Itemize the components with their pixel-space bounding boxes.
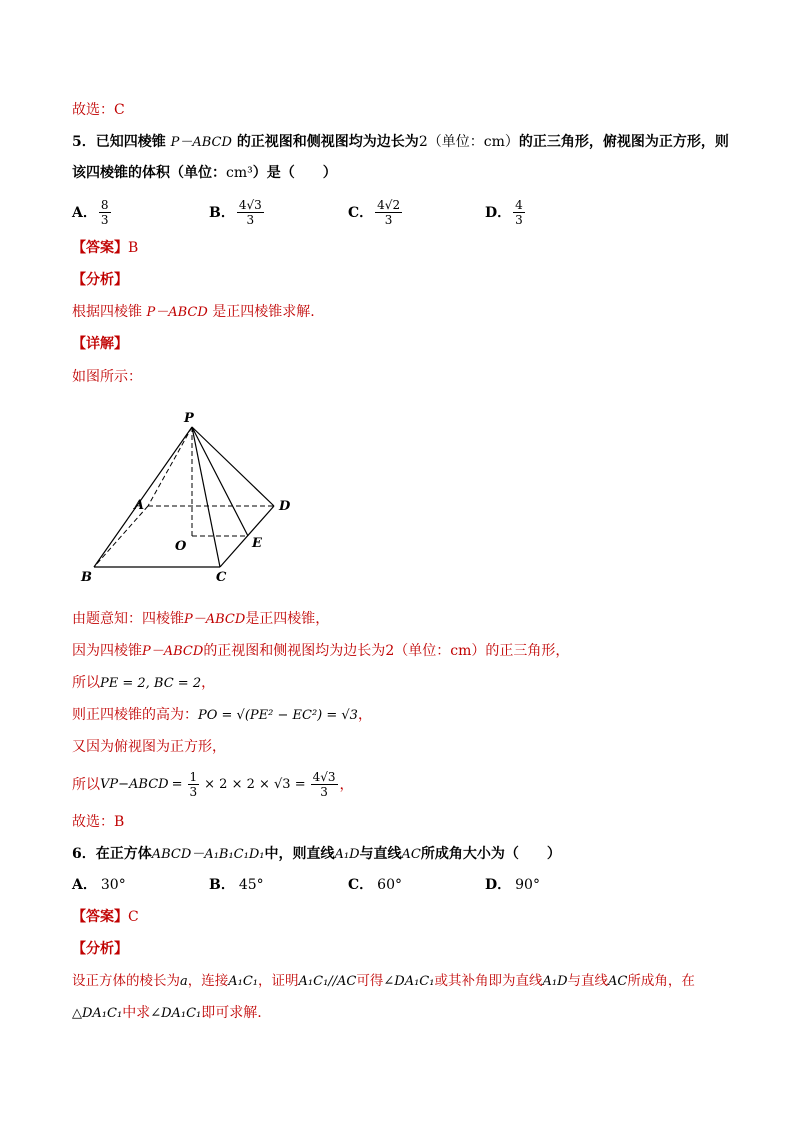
q6-analysis-line2: △DA₁C₁中求∠DA₁C₁即可求解. [72, 1005, 262, 1021]
edge-AB [94, 506, 148, 567]
edge-PD [192, 427, 274, 506]
pyramid-figure [72, 405, 312, 585]
q5-option-d: D． $\frac{4}{3}$ [485, 198, 523, 227]
q5-answer: 【答案】B [72, 240, 139, 256]
label-C: C [216, 570, 227, 585]
q6-option-a: A． 30° [72, 877, 126, 893]
q6-stem: 6．在正方体ABCD－A₁B₁C₁D₁中，则直线A₁D与直线AC所成角大小为（ ） [72, 846, 561, 862]
q5-option-c: C． $\frac{4√2}{3}$ [348, 198, 401, 227]
q6-option-c: C． 60° [348, 877, 402, 893]
q6-option-d: D． 90° [485, 877, 540, 893]
q5-solution-line5: 又因为俯视图为正方形， [72, 739, 226, 755]
q5-stem-line1: 5．已知四棱锥 P－ABCD 的正视图和侧视图均为边长为2（单位：cm）的正三角形，俯视图为正方形，则 [72, 134, 729, 150]
q5-solution-line4: 则正四棱锥的高为：PO = √(PE² − EC²) = √3， [72, 707, 372, 723]
q6-answer: 【答案】C [72, 909, 139, 925]
label-O: O [175, 539, 187, 554]
edge-PE [192, 427, 248, 536]
q5-solution-line2: 因为四棱锥P－ABCD的正视图和侧视图均为边长为2（单位：cm）的正三角形， [72, 643, 570, 659]
edge-PC [192, 427, 220, 567]
edge-PA [148, 427, 192, 506]
q5-analysis-tag: 【分析】 [72, 272, 128, 288]
label-A: A [134, 498, 145, 513]
q4-final-answer: 故选：C [72, 102, 125, 118]
q5-option-a: A． $\frac{8}{3}$ [72, 198, 109, 227]
q5-stem-line2: 该四棱锥的体积（单位：cm³）是（ ） [72, 165, 337, 181]
q6-option-b: B． 45° [209, 877, 264, 893]
label-E: E [252, 536, 262, 551]
q6-analysis-tag: 【分析】 [72, 941, 128, 957]
q5-solution-line1: 由题意知：四棱锥P－ABCD是正四棱锥， [72, 611, 330, 627]
q5-figure-intro: 如图所示： [72, 369, 142, 385]
q5-analysis-text: 根据四棱锥 P－ABCD 是正四棱锥求解. [72, 304, 315, 320]
q5-option-b: B． $\frac{4√3}{3}$ [209, 198, 262, 227]
q6-analysis-line1: 设正方体的棱长为a，连接A₁C₁，证明A₁C₁//AC可得∠DA₁C₁或其补角即为直线A₁D与直线AC所成角，在 [72, 973, 695, 989]
q5-solution-line3: 所以PE = 2, BC = 2， [72, 675, 216, 691]
label-B: B [81, 570, 92, 585]
q5-solution-line6: 所以 V P−ABCD = $\frac{1}{3}$ × 2 × 2 × √3 = $\frac{4√3}{3}$ ， [72, 770, 354, 799]
label-D: D [279, 499, 291, 514]
q5-detail-tag: 【详解】 [72, 336, 128, 352]
label-P: P [184, 411, 194, 426]
q5-final-answer: 故选：B [72, 814, 125, 830]
